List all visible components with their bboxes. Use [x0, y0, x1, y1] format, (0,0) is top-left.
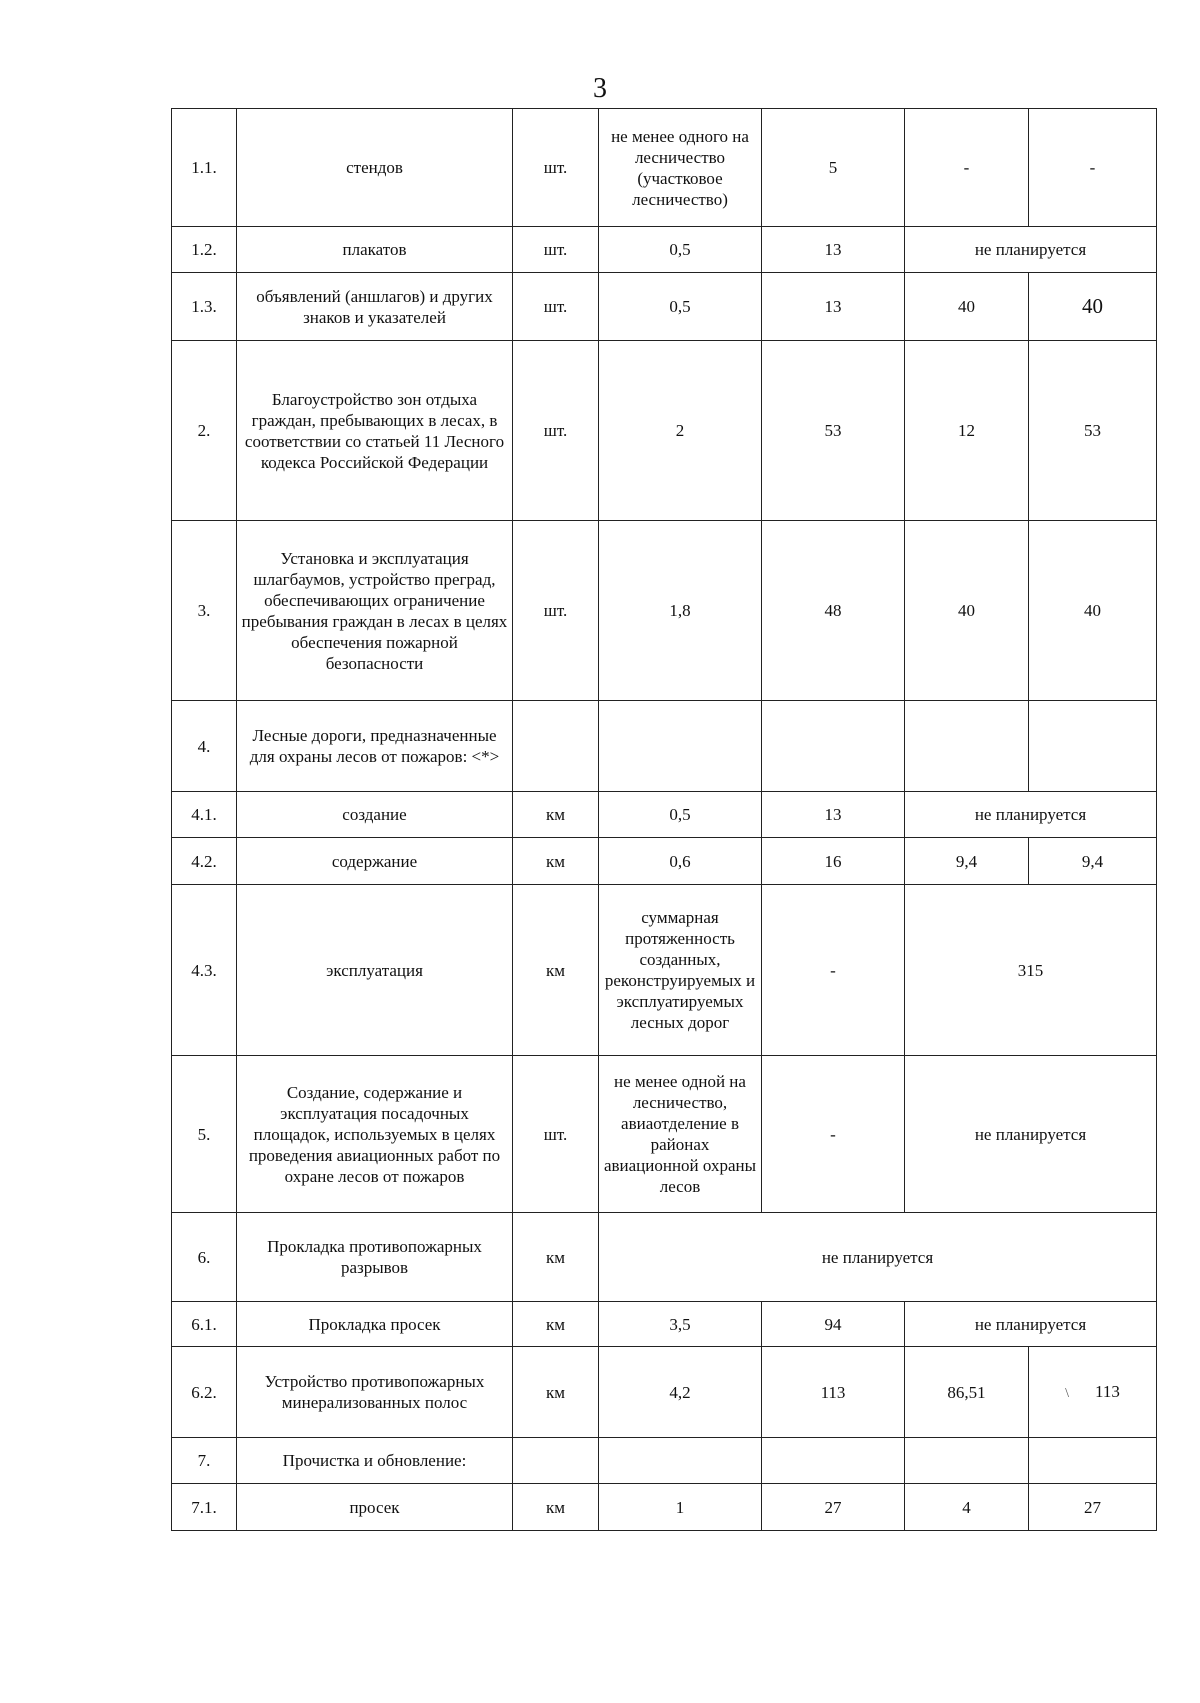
value-col7: 53	[1029, 341, 1157, 521]
value-col6: -	[905, 109, 1029, 227]
value-col5: 16	[762, 838, 905, 885]
row-number: 7.	[172, 1438, 237, 1484]
row-number: 6.1.	[172, 1302, 237, 1347]
norm: не менее одной на лесничество, авиаотделение в районах авиационной охраны лесов	[599, 1056, 762, 1213]
measure-name: стендов	[237, 109, 513, 227]
unit: км	[513, 1302, 599, 1347]
value-col7: 40	[1029, 273, 1157, 341]
value-col7	[1029, 701, 1157, 792]
measure-name: Благоустройство зон отдыха граждан, пребывающих в лесах, в соответствии со статьей 11 Лесного кодекса Российской Федерации	[237, 341, 513, 521]
value-col7-text: 113	[1095, 1381, 1120, 1401]
unit: км	[513, 1347, 599, 1438]
unit	[513, 1438, 599, 1484]
row-number: 3.	[172, 521, 237, 701]
norm: 0,6	[599, 838, 762, 885]
value-col6: 12	[905, 341, 1029, 521]
norm	[599, 701, 762, 792]
value-col7: -	[1029, 109, 1157, 227]
table-row	[172, 1438, 1157, 1484]
unit: шт.	[513, 227, 599, 273]
value-col7: 9,4	[1029, 838, 1157, 885]
norm: суммарная протяженность созданных, реконструируемых и эксплуатируемых лесных дорог	[599, 885, 762, 1056]
value-col5: 94	[762, 1302, 905, 1347]
value-col6: 40	[905, 521, 1029, 701]
value-col7: 40	[1029, 521, 1157, 701]
measure-name: Прокладка противопожарных разрывов	[237, 1213, 513, 1302]
measure-name: плакатов	[237, 227, 513, 273]
norm: 0,5	[599, 273, 762, 341]
row-number: 4.1.	[172, 792, 237, 838]
row-number: 6.	[172, 1213, 237, 1302]
value-col5: 5	[762, 109, 905, 227]
fire-safety-measures-table	[171, 108, 1157, 1531]
page-number: 3	[593, 73, 607, 104]
merged-value: не планируется	[905, 792, 1157, 838]
row-number: 1.1.	[172, 109, 237, 227]
row-number: 4.3.	[172, 885, 237, 1056]
merged-value: не планируется	[599, 1213, 1157, 1302]
table-row	[172, 1302, 1157, 1347]
unit	[513, 701, 599, 792]
merged-value: 315	[905, 885, 1157, 1056]
row-number: 2.	[172, 341, 237, 521]
table-row	[172, 273, 1157, 341]
row-number: 5.	[172, 1056, 237, 1213]
stray-mark: \	[1065, 1385, 1069, 1401]
measure-name: Создание, содержание и эксплуатация посадочных площадок, используемых в целях проведения авиационных работ по охране лесов от пожаров	[237, 1056, 513, 1213]
value-col5: 13	[762, 273, 905, 341]
norm: 4,2	[599, 1347, 762, 1438]
norm: не менее одного на лесничество (участковое лесничество)	[599, 109, 762, 227]
value-col6: 40	[905, 273, 1029, 341]
value-col6	[905, 701, 1029, 792]
value-col6: 4	[905, 1484, 1029, 1531]
row-number: 1.2.	[172, 227, 237, 273]
unit: шт.	[513, 341, 599, 521]
value-col5	[762, 701, 905, 792]
value-col5: 13	[762, 227, 905, 273]
measure-name: Прокладка просек	[237, 1302, 513, 1347]
unit: км	[513, 885, 599, 1056]
row-number: 7.1.	[172, 1484, 237, 1531]
measure-name: создание	[237, 792, 513, 838]
table-row	[172, 885, 1157, 1056]
unit: км	[513, 838, 599, 885]
table-row	[172, 521, 1157, 701]
value-col6: 86,51	[905, 1347, 1029, 1438]
unit: шт.	[513, 521, 599, 701]
value-col6	[905, 1438, 1029, 1484]
measure-name: эксплуатация	[237, 885, 513, 1056]
value-col5: 113	[762, 1347, 905, 1438]
unit: км	[513, 1484, 599, 1531]
table-row	[172, 792, 1157, 838]
value-col5: 48	[762, 521, 905, 701]
table-row	[172, 701, 1157, 792]
merged-value: не планируется	[905, 227, 1157, 273]
measure-name: Установка и эксплуатация шлагбаумов, устройство преград, обеспечивающих ограничение пребывания граждан в лесах в целях обеспечения пожарной безопасности	[237, 521, 513, 701]
merged-value: не планируется	[905, 1056, 1157, 1213]
value-col5: 53	[762, 341, 905, 521]
measure-name: объявлений (аншлагов) и других знаков и указателей	[237, 273, 513, 341]
unit: шт.	[513, 273, 599, 341]
norm: 2	[599, 341, 762, 521]
measure-name: Лесные дороги, предназначенные для охраны лесов от пожаров: <*>	[237, 701, 513, 792]
measure-name: Прочистка и обновление:	[237, 1438, 513, 1484]
value-col5: -	[762, 885, 905, 1056]
value-col7	[1029, 1438, 1157, 1484]
norm: 1	[599, 1484, 762, 1531]
measure-name: просек	[237, 1484, 513, 1531]
table-row	[172, 227, 1157, 273]
row-number: 1.3.	[172, 273, 237, 341]
row-number: 4.2.	[172, 838, 237, 885]
table-row	[172, 1213, 1157, 1302]
unit: шт.	[513, 109, 599, 227]
row-number: 6.2.	[172, 1347, 237, 1438]
unit: км	[513, 792, 599, 838]
value-col7: 27	[1029, 1484, 1157, 1531]
norm	[599, 1438, 762, 1484]
row-number: 4.	[172, 701, 237, 792]
unit: шт.	[513, 1056, 599, 1213]
value-col5: 13	[762, 792, 905, 838]
norm: 0,5	[599, 792, 762, 838]
norm: 1,8	[599, 521, 762, 701]
table-row	[172, 1347, 1157, 1438]
value-col7	[1029, 1347, 1157, 1438]
unit: км	[513, 1213, 599, 1302]
value-col6: 9,4	[905, 838, 1029, 885]
table-row	[172, 1484, 1157, 1531]
table-row	[172, 109, 1157, 227]
value-col5	[762, 1438, 905, 1484]
merged-value: не планируется	[905, 1302, 1157, 1347]
table-row	[172, 1056, 1157, 1213]
value-col5: 27	[762, 1484, 905, 1531]
norm: 0,5	[599, 227, 762, 273]
norm: 3,5	[599, 1302, 762, 1347]
value-col5: -	[762, 1056, 905, 1213]
measure-name: содержание	[237, 838, 513, 885]
table-row	[172, 341, 1157, 521]
table-row	[172, 838, 1157, 885]
measure-name: Устройство противопожарных минерализованных полос	[237, 1347, 513, 1438]
